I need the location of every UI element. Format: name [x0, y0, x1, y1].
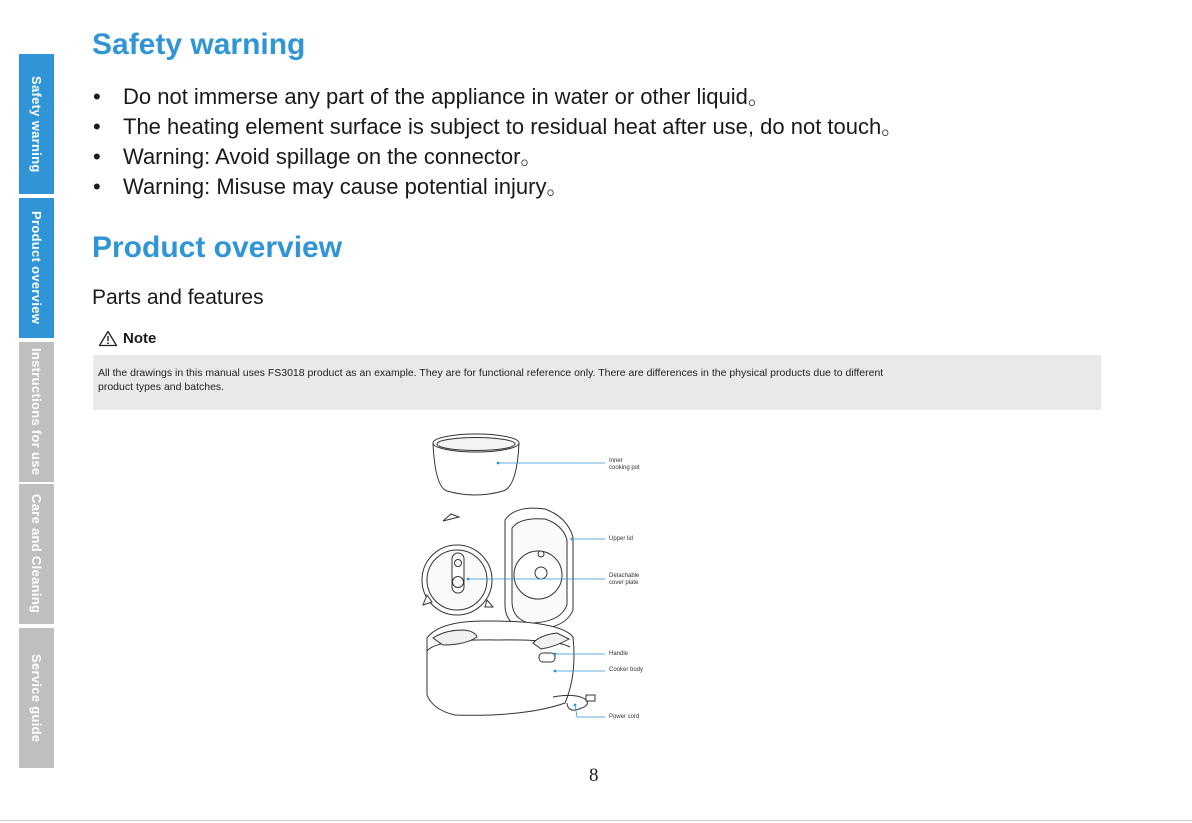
callout-text: cover plate: [609, 580, 639, 586]
callout-cooker-body: Cooker body: [609, 667, 644, 673]
callout-detachable-cover-plate: [609, 573, 639, 587]
rice-cooker-diagram: [405, 425, 665, 725]
callout-inner-cooking-pot: [609, 458, 640, 472]
bullet-symbol: •: [93, 144, 101, 169]
list-item: [93, 142, 903, 172]
note-label: Note: [123, 330, 157, 347]
bullet-symbol: •: [93, 114, 101, 139]
callout-power-cord: Power cord: [609, 714, 640, 720]
callout-text: cooking pot: [609, 465, 640, 471]
tab-label: Instructions for use: [29, 348, 44, 476]
list-item: [93, 112, 903, 142]
section-title-safety: Safety warning: [92, 28, 306, 61]
bullet-text: Do not immerse any part of the appliance in water or other liquid。: [123, 84, 770, 109]
callout-handle: Handle: [609, 651, 629, 657]
subheading: Parts and features: [92, 286, 264, 309]
tab-label: Safety warning: [29, 75, 44, 173]
page-number: 8: [589, 765, 599, 786]
note-box: [93, 355, 1101, 410]
tab-service-guide[interactable]: [19, 628, 54, 768]
tab-safety-warning[interactable]: [19, 54, 54, 194]
note-heading: [98, 330, 156, 347]
bullet-text: Warning: Avoid spillage on the connector。: [123, 144, 543, 169]
callout-text: Inner: [609, 458, 623, 464]
list-item: [93, 172, 903, 202]
tab-product-overview[interactable]: [19, 198, 54, 338]
tab-label: Service guide: [29, 653, 44, 743]
warning-triangle-icon: [98, 330, 118, 347]
callout-text: Detachable: [609, 573, 640, 579]
tab-label: Care and Cleaning: [29, 494, 44, 614]
bullet-text: Warning: Misuse may cause potential injury。: [123, 174, 569, 199]
tab-instructions-for-use[interactable]: [19, 342, 54, 482]
callout-upper-lid: Upper lid: [609, 536, 634, 542]
tab-label: Product overview: [29, 211, 44, 325]
bullet-text: The heating element surface is subject to residual heat after use, do not touch。: [123, 114, 904, 139]
safety-bullet-list: [93, 82, 903, 202]
list-item: [93, 82, 903, 112]
page-bottom-border: [0, 820, 1192, 821]
bullet-symbol: •: [93, 174, 101, 199]
note-text: All the drawings in this manual uses FS3018 product as an example. They are for functional reference only. There are differences in the physical products due to different product types and batches.: [98, 367, 884, 393]
section-title-overview: Product overview: [92, 231, 343, 264]
bullet-symbol: •: [93, 84, 101, 109]
tab-care-and-cleaning[interactable]: [19, 484, 54, 624]
